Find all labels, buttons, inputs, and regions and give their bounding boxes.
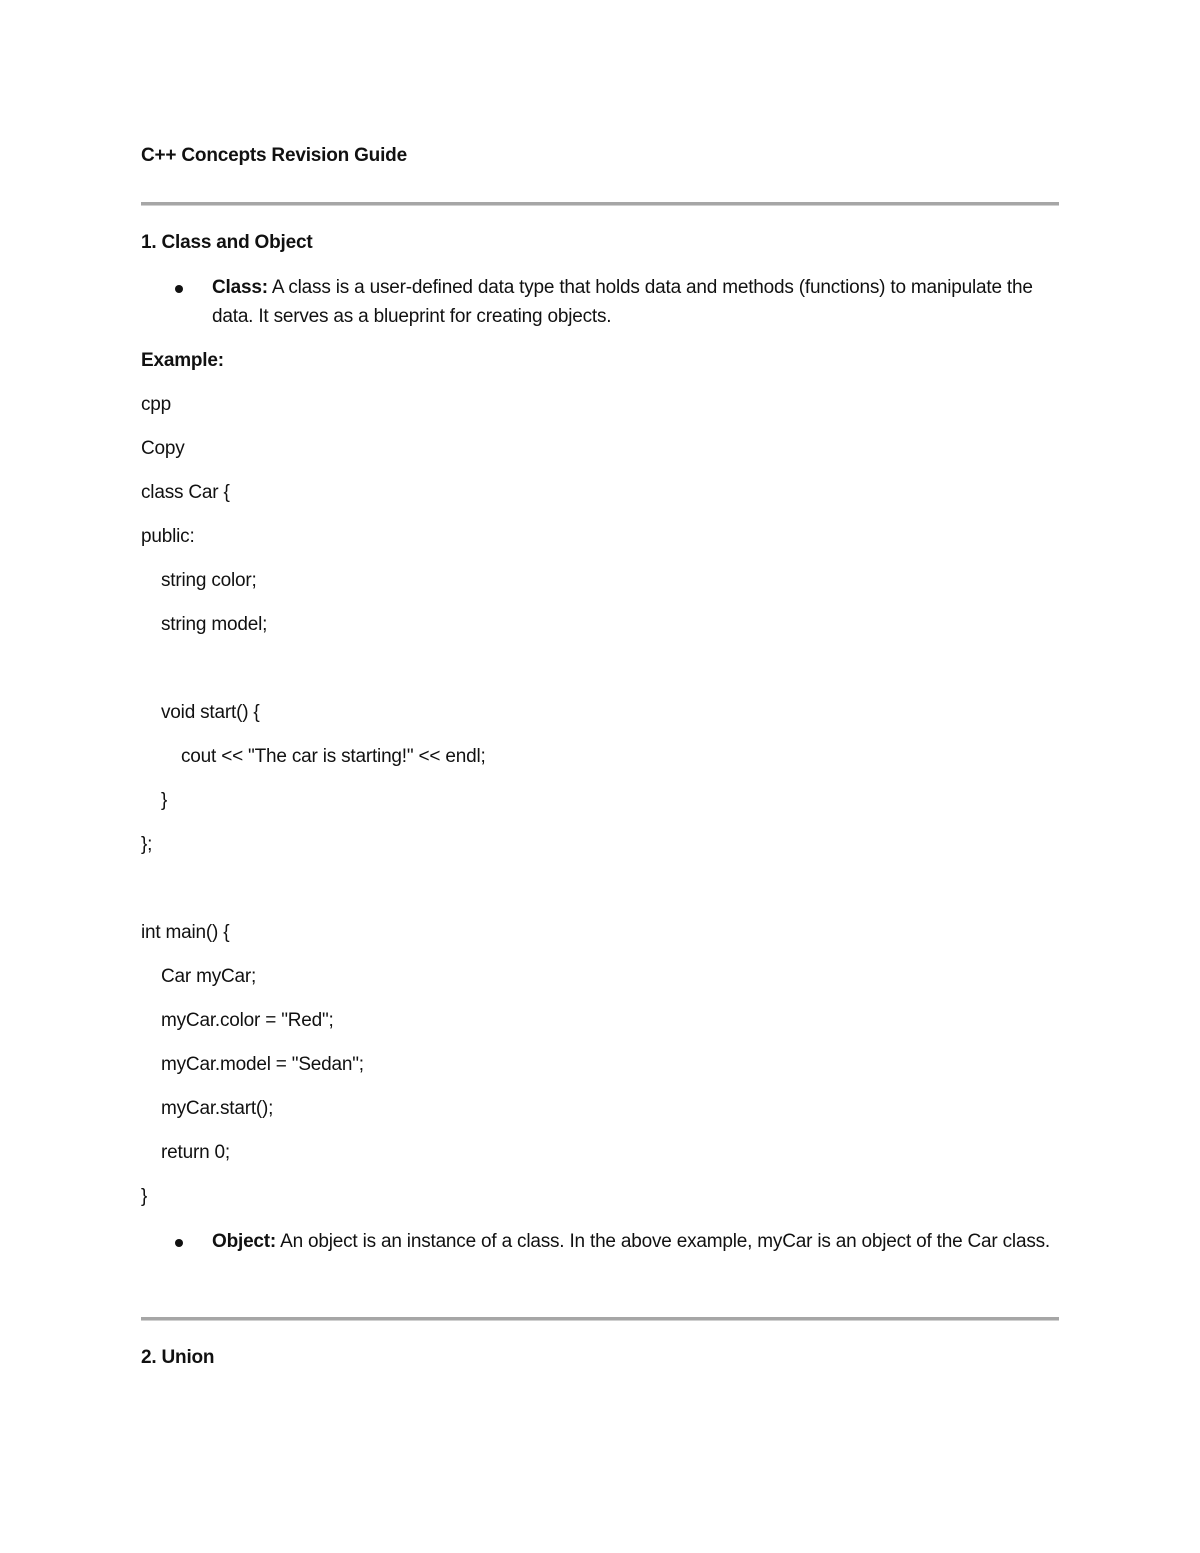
class-definition: A class is a user-defined data type that holds data and methods (functions) to manipulate the data. It serves as a blueprint for creating objects. [212, 277, 1033, 327]
section-heading-union: 2. Union [141, 1347, 215, 1368]
bullet-icon [175, 285, 183, 293]
code-line: void start() { [161, 702, 260, 723]
code-line: myCar.start(); [161, 1098, 274, 1119]
document-title: C++ Concepts Revision Guide [141, 145, 407, 166]
code-line: cout << "The car is starting!" << endl; [181, 746, 486, 767]
list-item-object [141, 1227, 1059, 1256]
list-item-class [141, 273, 1059, 331]
horizontal-rule [141, 1317, 1059, 1321]
code-line: Car myCar; [161, 966, 257, 987]
code-line: public: [141, 526, 195, 547]
code-line: } [161, 790, 168, 811]
term-class: Class: [212, 277, 268, 298]
object-definition: An object is an instance of a class. In the above example, myCar is an object of the Car class. [276, 1231, 1050, 1252]
horizontal-rule [141, 202, 1059, 206]
code-line: string model; [161, 614, 268, 635]
code-line: }; [141, 834, 153, 855]
section-heading-class-and-object: 1. Class and Object [141, 232, 313, 253]
example-label: Example: [141, 350, 224, 371]
list-item-text [212, 1227, 1059, 1256]
code-line: int main() { [141, 922, 230, 943]
list-item-text [212, 273, 1059, 331]
code-line: } [141, 1186, 148, 1207]
code-line: return 0; [161, 1142, 230, 1163]
code-language-label: cpp [141, 394, 172, 415]
code-line: string color; [161, 570, 257, 591]
code-line: myCar.model = "Sedan"; [161, 1054, 364, 1075]
term-object: Object: [212, 1231, 277, 1252]
code-line: class Car { [141, 482, 230, 503]
bullet-icon [175, 1239, 183, 1247]
code-line: myCar.color = "Red"; [161, 1010, 334, 1031]
copy-label: Copy [141, 438, 185, 459]
